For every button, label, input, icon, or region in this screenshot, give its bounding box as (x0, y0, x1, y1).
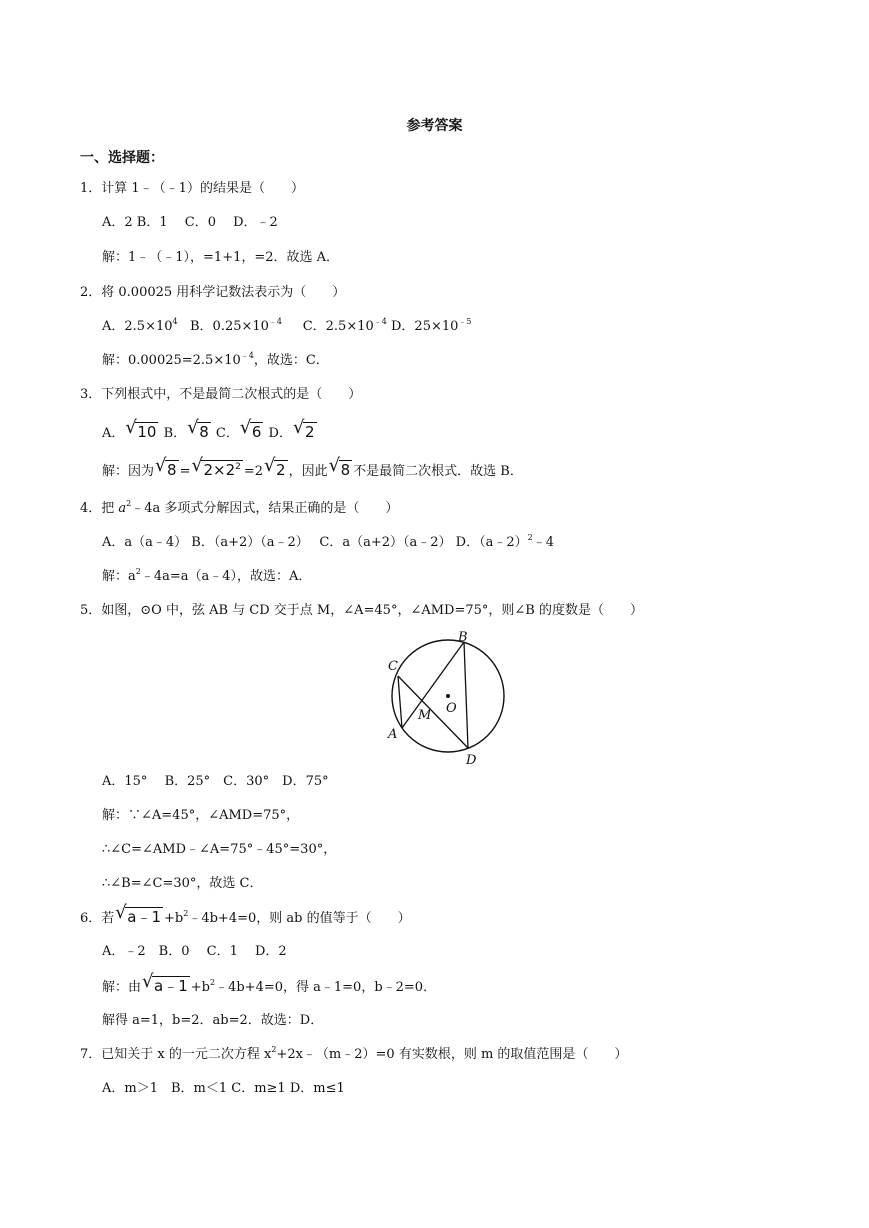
sqrt-2: √ 2 (264, 455, 286, 479)
question-6-solution: 解：由 √ a﹣1 $+b^2﹣4b+4=0$，得 a﹣1=0，b﹣2=0． (102, 976, 436, 998)
question-3-options (102, 417, 318, 444)
option-b-exponent: ﹣4 (268, 317, 283, 326)
option-d: D．25×10 (391, 319, 459, 334)
solution-text: 解：因为 (102, 464, 155, 479)
option-c: C． (215, 426, 239, 441)
question-6-solution-2: 解得 a=1，b=2．ab=2．故选：D． (102, 1013, 324, 1028)
question-7-stem: 7．已知关于 x 的一元二次方程 $x^2+2x﹣(m﹣2)=0$ 有实数根，则 m 的取值范围是（ ） (80, 1045, 628, 1062)
circle-figure (380, 630, 520, 770)
solution-text: 解：0.00025=2.5×10 (102, 353, 241, 368)
option-a: A．2.5×10 (102, 319, 173, 334)
question-1-solution: 解：1﹣（﹣1），=1+1，=2．故选 A． (102, 250, 340, 265)
question-2-solution (102, 353, 329, 369)
label-b: B (458, 630, 468, 645)
label-a: A (388, 727, 398, 742)
option-b: B．0.25×10 (190, 319, 269, 334)
section-heading: 一、选择题： (80, 150, 164, 166)
solution-tail: ，故选：C． (253, 353, 329, 368)
chord-cd (398, 676, 468, 748)
option-a: A． (102, 426, 125, 441)
question-2-stem: 2．将 0.00025 用科学记数法表示为（ ） (80, 285, 346, 300)
sqrt-6: √ 6 (239, 417, 262, 441)
option-c-exponent: ﹣4 (373, 317, 387, 326)
question-5-stem: 5．如图，⊙O 中，弦 AB 与 CD 交于点 M，∠A=45°，∠AMD=75°，则∠B 的度数是（ ） (80, 603, 643, 618)
question-6-stem: 6．若 √ a﹣1 $+b^2﹣4b+4=0$，则 ab 的值等于（ ） (80, 907, 411, 929)
question-5-solution-2: ∴∠C=∠AMD﹣∠A=75°﹣45°=30°， (102, 842, 337, 857)
sqrt-2x2-squared: √ $2\times 2^2$ (191, 455, 241, 479)
sqrt-a-minus-1: √ a﹣1 (115, 902, 162, 926)
question-2-options (102, 319, 472, 335)
label-d: D (466, 753, 477, 768)
sqrt-2: √ 2 (292, 417, 315, 441)
question-5-options: A．15° B．25° C．30° D．75° (102, 774, 329, 789)
equals: = (179, 464, 191, 479)
label-o: O (446, 701, 457, 716)
question-1-stem: 1．计算 1﹣（﹣1）的结果是（ ） (80, 181, 304, 196)
sqrt-8: √ 8 (155, 455, 177, 479)
option-d: D． (268, 426, 292, 441)
page-title: 参考答案 (406, 118, 463, 134)
therefore-text: ，因此 (288, 464, 328, 479)
segment-ca (398, 676, 402, 728)
option-a-exponent: 4 (172, 317, 178, 326)
question-1-options: A．2 B．1 C．0 D．﹣2 (102, 215, 278, 230)
conclusion-text: 不是最简二次根式．故选 B． (353, 464, 523, 479)
center-point (446, 694, 450, 698)
option-d-exponent: ﹣5 (458, 317, 472, 326)
question-4-stem: 4．把 $a^2﹣4a$ 多项式分解因式，结果正确的是（ ） (80, 499, 399, 516)
sqrt-8: √ 8 (328, 455, 351, 479)
question-5-solution-1: 解：∵∠A=45°，∠AMD=75°， (102, 808, 300, 823)
question-3-stem: 3．下列根式中，不是最简二次根式的是（ ） (80, 387, 362, 402)
question-5-solution-3: ∴∠B=∠C=30°，故选 C． (102, 876, 263, 891)
segment-bd (464, 642, 468, 748)
label-c: C (388, 659, 398, 674)
label-m: M (418, 708, 432, 723)
question-7-options: A．m＞1 B．m＜1 C．m≥1 D．m≤1 (102, 1081, 345, 1096)
question-3-solution (102, 455, 523, 482)
sqrt-8: √ 8 (187, 417, 209, 441)
solution-exponent: ﹣4 (240, 351, 254, 360)
question-4-solution: 解：$a^2﹣4a=a(a﹣4)$，故选：A． (102, 567, 312, 584)
equals-2: =2 (243, 464, 264, 479)
sqrt-a-minus-1: √ a﹣1 (142, 971, 188, 995)
option-c: C．2.5×10 (302, 319, 374, 334)
sqrt-10: √ 10 (125, 417, 157, 441)
question-4-options: A．a（a﹣4） B．（a+2）（a﹣2） C．a（a+2）（a﹣2） D．（a﹣2）$^2$﹣4 (102, 533, 554, 550)
option-b: B． (163, 426, 187, 441)
question-6-options: A．﹣2 B．0 C．1 D．2 (102, 944, 287, 959)
